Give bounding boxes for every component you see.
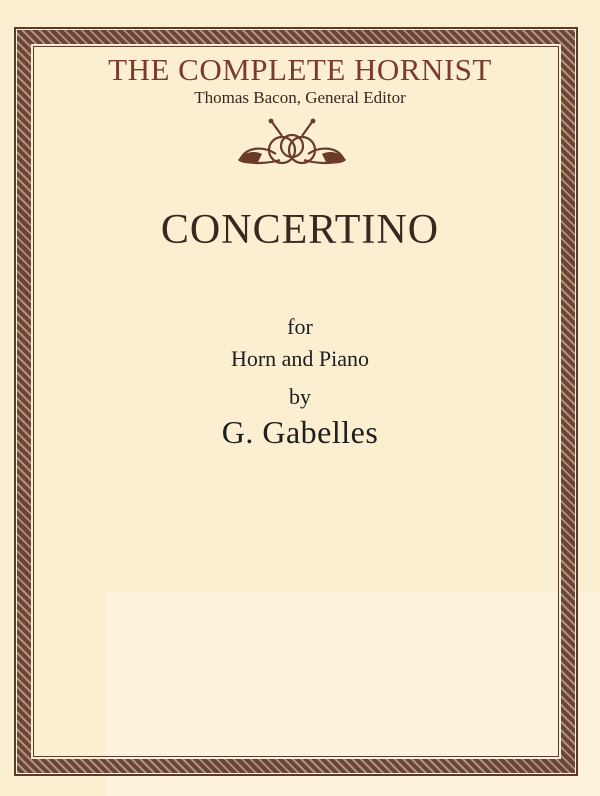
work-title: CONCERTINO [160,207,440,253]
instrumentation: Horn and Piano [230,346,370,371]
for-label: for [287,314,313,339]
composer-name: G. Gabelles [221,414,379,450]
series-title: THE COMPLETE HORNIST [108,52,492,87]
crossed-horns-logo-icon [236,116,348,174]
by-label: by [289,384,311,409]
general-editor: Thomas Bacon, General Editor [194,88,406,107]
